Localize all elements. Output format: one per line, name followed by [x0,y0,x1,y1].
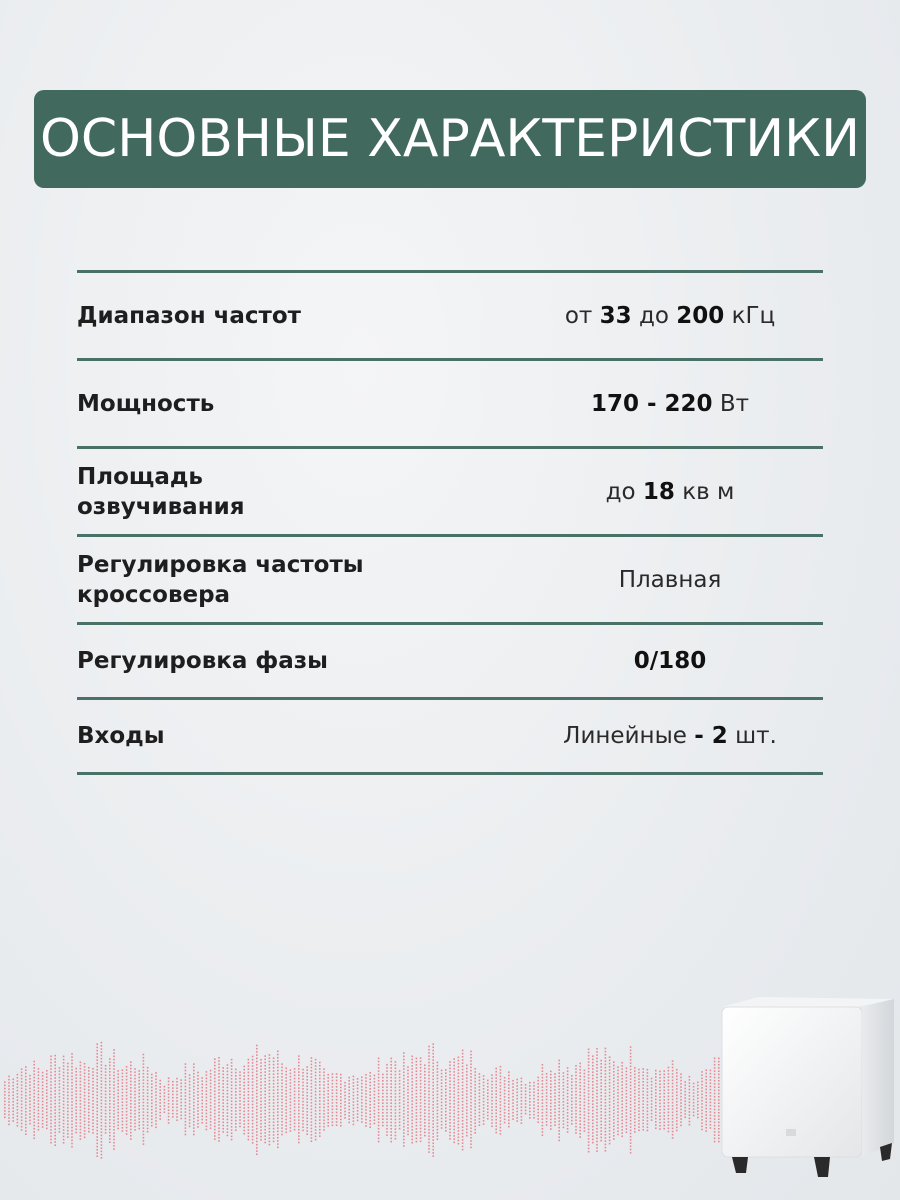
spec-value: до 18 кв м [605,478,735,505]
spec-value: 170 - 220 Вт [590,390,750,417]
spec-name: Площадь озвучивания [77,463,245,520]
spec-row-frequency [77,273,823,361]
waveform-graphic [0,1030,730,1170]
spec-name: Регулировка частоты кроссовера [77,551,364,608]
spec-name: Мощность [77,390,215,417]
page-title: ОСНОВНЫЕ ХАРАКТЕРИСТИКИ [39,109,860,169]
spec-row-area [77,449,823,537]
spec-value: 0/180 [633,648,707,674]
spec-value: Линейные - 2 шт. [563,723,777,749]
spec-name: Регулировка фазы [77,648,328,674]
specs-table [77,270,823,775]
subwoofer-image [718,995,900,1200]
spec-row-phase [77,625,823,700]
spec-row-power [77,361,823,449]
spec-name: Входы [77,723,165,749]
title-banner [34,90,866,188]
spec-name: Диапазон частот [77,302,302,329]
spec-row-inputs [77,700,823,775]
spec-row-crossover [77,537,823,625]
spec-value: от 33 до 200 кГц [564,302,776,329]
spec-value: Плавная [618,566,722,593]
